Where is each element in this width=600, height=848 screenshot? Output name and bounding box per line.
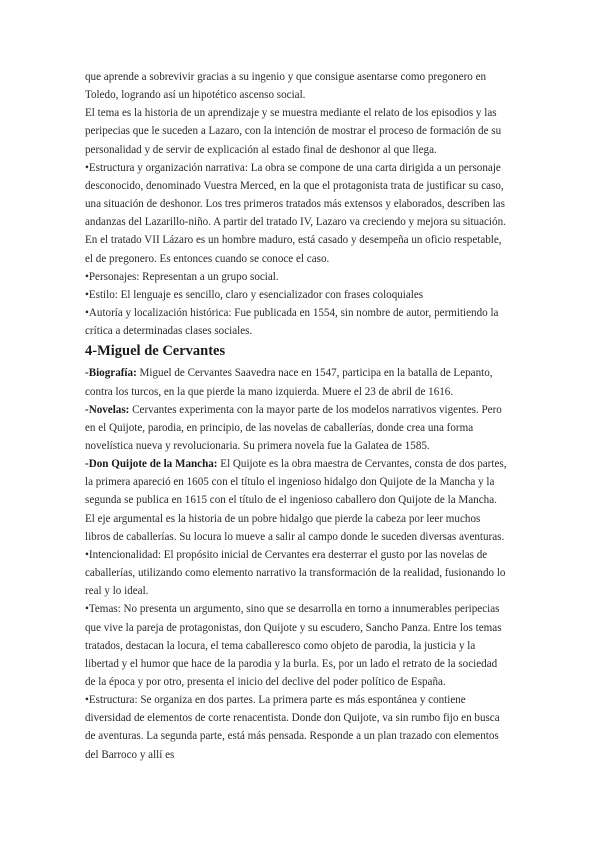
paragraph-intencionalidad: •Intencionalidad: El propósito inicial de Cervantes era desterrar el gusto por las novelas de caballerías, utilizando como elemento narrativo la transformación de la realidad, fusionando lo real y lo ideal. <box>85 548 506 598</box>
section-heading-cervantes: 4-Miguel de Cervantes <box>85 343 226 360</box>
biografia-label: -Biografía: <box>85 367 137 380</box>
paragraph-quijote <box>85 455 508 546</box>
paragraph-estructura-lazarillo: •Estructura y organización narrativa: La obra se compone de una carta dirigida a un personaje desconocido, denominado Vuestra Merced, en la que el protagonista trata de justificar su caso, una situación de deshonor. Los tres primeros tratados más extensos y elaborados, describen las andanzas del Lazarillo-niño. A partir del tratado IV, Lazaro va creciendo y mejora su situación. En el tratado VII Lázaro es un hombre maduro, está casado y desempeña un oficio respetable, el de pregonero. Es entonces cuando se conoce el caso. <box>85 161 506 265</box>
novelas-label: -Novelas: <box>85 403 130 416</box>
paragraph-biografia <box>85 364 508 400</box>
paragraph-temas: •Temas: No presenta un argumento, sino que se desarrolla en torno a innumerables peripecias que vive la pareja de protagonistas, don Quijote y su escudero, Sancho Panza. Entre los temas tratados, destacan la locura, el tema caballeresco como objeto de parodia, la justicia y la libertad y el humor que hace de la parodia y la burla. Es, por un lado el retrato de la sociedad de la época y por otro, presenta el inicio del declive del poder político de España. <box>85 603 502 688</box>
paragraph-tema: El tema es la historia de un aprendizaje y se muestra mediante el relato de los episodios y las peripecias que le suceden a Lazaro, con la intención de mostrar el proceso de formación de su personalidad y de servir de explicación al estado final de deshonor al que llega. <box>85 107 502 156</box>
novelas-text: Cervantes experimenta con la mayor parte de los modelos narrativos vigentes. Pero en el Quijote, parodia, en principio, de las novelas de caballerías, donde crea una forma novelística nueva y revolucionaria. Su primera novela fue la Galatea de 1585. <box>85 403 502 452</box>
quijote-label: -Don Quijote de la Mancha: <box>85 458 218 471</box>
paragraph-estructura-quijote: •Estructura: Se organiza en dos partes. La primera parte es más espontánea y contiene diversidad de elementos de corte renacentista. Donde don Quijote, va sin rumbo fijo en busca de aventuras. La segunda parte, está más pensada. Responde a un plan trazado con elementos del Barroco y allí es <box>85 694 500 761</box>
paragraph-lazarillo-ending: que aprende a sobrevivir gracias a su ingenio y que consigue asentarse como pregonero en Toledo, logrando así un hipotético ascenso social. <box>85 71 487 102</box>
paragraph-autoria: •Autoría y localización histórica: Fue publicada en 1554, sin nombre de autor, permitiendo la crítica a determinadas clases sociales. <box>85 307 499 338</box>
paragraph-estilo: •Estilo: El lenguaje es sencillo, claro y esencializador con frases coloquiales <box>85 288 424 301</box>
paragraph-novelas <box>85 401 508 455</box>
biografia-text: Miguel de Cervantes Saavedra nace en 1547, participa en la batalla de Lepanto, contra los turcos, en la que pierde la mano izquierda. Muere el 23 de abril de 1616. <box>85 367 493 398</box>
quijote-text: El Quijote es la obra maestra de Cervantes, consta de dos partes, la primera apareció en 1605 con el título el ingenioso hidalgo don Quijote de la Mancha y la segunda se publica en 1615 con el título de el ingenioso caballero don Quijote de la Mancha. El eje argumental es la historia de un pobre hidalgo que pierde la cabeza por leer muchos libros de caballerías. Su locura lo mueve a salir al campo donde le suceden diversas aventuras. <box>85 458 507 543</box>
paragraph-personajes: •Personajes: Representan a un grupo social. <box>85 270 279 283</box>
